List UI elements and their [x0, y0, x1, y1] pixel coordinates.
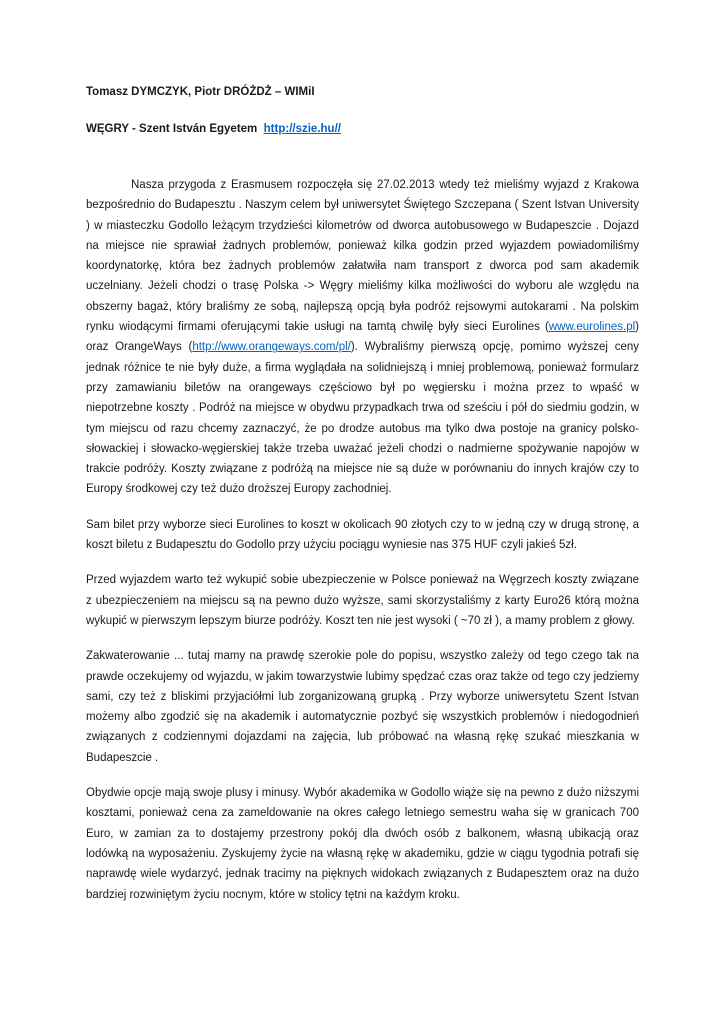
document-page	[86, 84, 639, 920]
paragraph-accommodation: Zakwaterowanie ... tutaj mamy na prawdę szerokie pole do popisu, wszystko zależy od tego czego tak na prawde oczekujemy od wyjazdu, w jakim towarzystwie lubimy spędzać czas oraz także od tego czy jedziemy sami, czy też z bliskimi przyjaciółmi lub zorganizowaną grupką . Przy wyborze uniwersytetu Szent Istvan możemy albo zgodzić się na akademik i automatycznie pozbyć się wszystkich problemów i niedogodnień związanych z codziennymi dojazdami na zajęcia, lub próbować na własną rękę szukać mieszkania w Budapeszcie .	[86, 650, 639, 764]
author-line: Tomasz DYMCZYK, Piotr DRÓŻDŻ – WIMiI	[86, 86, 315, 98]
paragraph-travel-text-b: ) oraz OrangeWays (	[86, 321, 639, 354]
paragraph-ticket-cost: Sam bilet przy wyborze sieci Eurolines to koszt w okolicach 90 złotych czy to w jedną czy w drugą stronę, a koszt biletu z Budapesztu do Godollo przy użyciu pociągu wyniesie nas 375 HUF czyli jakieś 5zł.	[86, 518, 639, 552]
paragraph-options: Obydwie opcje mają swoje plusy i minusy. Wybór akademika w Godollo wiąże się na pewno z dużo niższymi kosztami, ponieważ cena za zameldowanie na okres całego letniego semestru waha się w granicach 700 Euro, w zamian za to dostajemy przestrony pokój dla dwóch osób z balkonem, własną ubikacją oraz lodówką na wyposażeniu. Zyskujemy życie na własną rękę w akademiku, gdzie w ciągu tygodnia potrafi się naprawdę wiele wydarzyć, jednak tracimy na pięknych widokach związanych z Budapesztem oraz na dużo bardziej rozwiniętym życiu nocnym, które w stolicy tętni na każdym kroku.	[86, 787, 639, 901]
paragraph-travel-text-c: ). Wybraliśmy pierwszą opcję, pomimo wyższej ceny jednak różnice te nie były duże, a firma wyglądała na solidniejszą i mniej problemową, ponieważ formularz przy zamawianiu biletów na orangeways częściowo był po węgiersku i można przez to wpaść w niepotrzebne koszty . Podróż na miejsce w obydwu przypadkach trwa od sześciu i pół do siedmiu godzin, w tym miejscu od razu chcemy zaznaczyć, że po drodze autobus ma tylko dwa postoje na granicy polsko-słowackiej i słowacko-węgierskiej także trzeba uważać jeżeli chodzi o nadmierne spożywanie napojów w trakcie podróży. Koszty związane z podróżą na miejsce nie są duże w porównaniu do innych krajów czy to Europy środkowej czy też dużo droższej Europy zachodniej.	[86, 341, 639, 496]
university-line	[86, 121, 639, 137]
paragraph-travel-text-a: Nasza przygoda z Erasmusem rozpoczęła się 27.02.2013 wtedy też mieliśmy wyjazd z Krakowa bezpośrednio do Budapesztu . Naszym celem był uniwersytet Świętego Szczepana ( Szent Istvan University ) w miasteczku Godollo leżącym trzydzieści kilometrów od dworca autobusowego w Budapeszcie . Dojazd na miejsce nie sprawiał żadnych problemów, ponieważ kilka godzin przed wyjazdem powiadomiliśmy koordynatorkę, która bez żadnych problemów załatwiła nam transport z dworca pod sam akademik uczelniany. Jeżeli chodzi o trasę Polska -> Węgry mieliśmy kilka możliwości do wyboru ale względu na obszerny bagaż, który braliśmy ze sobą, najlepszą opcją była podróż rejsowymi autokarami . Na polskim rynku wiodącymi firmami oferującymi takie usługi na tamtą chwilę były sieci Eurolines (	[86, 179, 639, 334]
university-url-link[interactable]: http://szie.hu//	[263, 123, 341, 135]
eurolines-link[interactable]: www.eurolines.pl	[548, 321, 636, 334]
university-label: WĘGRY - Szent István Egyetem	[86, 123, 258, 135]
paragraph-insurance: Przed wyjazdem warto też wykupić sobie ubezpieczenie w Polsce ponieważ na Węgrzech koszty związane z ubezpieczeniem na miejscu są na pewno dużo wyższe, sami skorzystaliśmy z karty Euro26 którą można wykupić w pierwszym lepszym biurze podróży. Koszt ten nie jest wysoki ( ~70 zł ), a mamy problem z głowy.	[86, 574, 639, 627]
paragraph-travel	[86, 175, 639, 500]
orangeways-link[interactable]: http://www.orangeways.com/pl/	[192, 341, 351, 354]
